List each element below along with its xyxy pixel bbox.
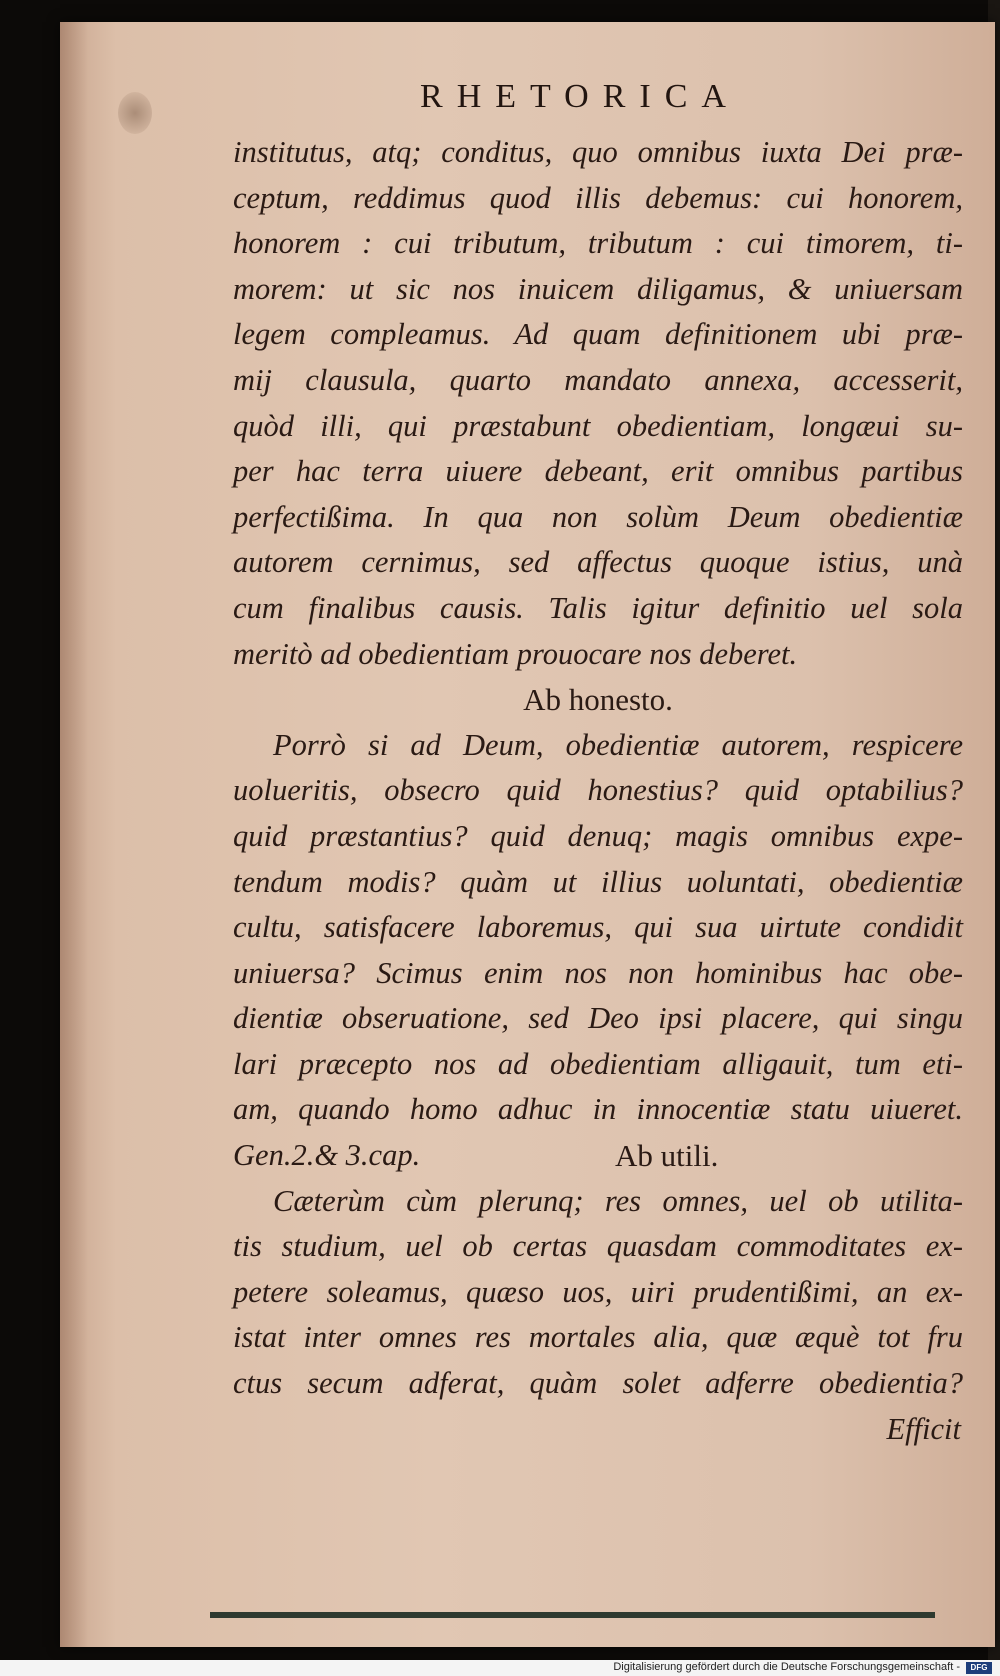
text-line: honorem : cui tributum, tributum : cui timorem, ti- bbox=[233, 226, 963, 261]
text-line: Porrò si ad Deum, obedientiæ autorem, respicere bbox=[273, 727, 963, 762]
page-gutter-shadow bbox=[60, 22, 88, 1647]
text-line: morem: ut sic nos inuicem diligamus, & uniuersam bbox=[233, 271, 963, 306]
page-stain bbox=[118, 92, 152, 134]
text-line: mij clausula, quarto mandato annexa, accesserit, bbox=[233, 362, 963, 397]
scripture-citation: Gen.2.& 3.cap. bbox=[233, 1138, 421, 1173]
text-line: perfectißima. In qua non solùm Deum obedientiæ bbox=[233, 499, 963, 534]
text-line: quid præstantius? quid denuq; magis omnibus expe- bbox=[233, 818, 963, 853]
catchword: Efficit bbox=[886, 1411, 961, 1446]
dfg-logo: DFG bbox=[966, 1662, 992, 1674]
text-line: cultu, satisfacere laboremus, qui sua uirtute condidit bbox=[233, 910, 963, 945]
text-line: per hac terra uiuere debeant, erit omnibus partibus bbox=[233, 454, 963, 489]
page-bottom-edge bbox=[210, 1612, 935, 1618]
funding-credit: Digitalisierung gefördert durch die Deutsche Forschungsgemeinschaft - bbox=[613, 1661, 960, 1673]
section-heading-honesto: Ab honesto. bbox=[523, 682, 673, 718]
text-line: istat inter omnes res mortales alia, quæ æquè tot fru bbox=[233, 1320, 963, 1355]
text-line: lari præcepto nos ad obedientiam alligauit, tum eti- bbox=[233, 1046, 963, 1081]
running-head: RHETORICA bbox=[420, 78, 740, 115]
text-line: institutus, atq; conditus, quo omnibus iuxta Dei præ- bbox=[233, 135, 963, 169]
text-line: ceptum, reddimus quod illis debemus: cui honorem, bbox=[233, 180, 963, 215]
text-line: tendum modis? quàm ut illius uoluntati, obedientiæ bbox=[233, 864, 963, 899]
text-line: autorem cernimus, sed affectus quoque istius, unà bbox=[233, 545, 963, 580]
text-line: petere soleamus, quæso uos, uiri prudentißimi, an ex- bbox=[233, 1274, 963, 1309]
citation-heading-line bbox=[233, 1133, 963, 1179]
text-line: uolueritis, obsecro quid honestius? quid optabilius? bbox=[233, 773, 963, 808]
text-line: ctus secum adferat, quàm solet adferre obedientia? bbox=[233, 1366, 963, 1401]
footer-bar bbox=[0, 1660, 1000, 1676]
text-line: cum finalibus causis. Talis igitur definitio uel sola bbox=[233, 590, 963, 625]
text-line: legem compleamus. Ad quam definitionem ubi præ- bbox=[233, 317, 963, 352]
text-line: quòd illi, qui præstabunt obedientiam, longæui su- bbox=[233, 408, 963, 443]
text-line: am, quando homo adhuc in innocentiæ statu uiueret. bbox=[233, 1092, 963, 1127]
section-heading-utili: Ab utili. bbox=[615, 1138, 719, 1174]
text-line: uniuersa? Scimus enim nos non hominibus hac obe- bbox=[233, 955, 963, 990]
text-line: dientiæ obseruatione, sed Deo ipsi placere, qui singu bbox=[233, 1001, 963, 1036]
text-line: meritò ad obedientiam prouocare nos deberet. bbox=[233, 636, 798, 671]
text-block bbox=[233, 130, 963, 1452]
text-line: Cæterùm cùm plerunq; res omnes, uel ob utilita- bbox=[273, 1183, 963, 1218]
text-line: tis studium, uel ob certas quasdam commoditates ex- bbox=[233, 1229, 963, 1264]
